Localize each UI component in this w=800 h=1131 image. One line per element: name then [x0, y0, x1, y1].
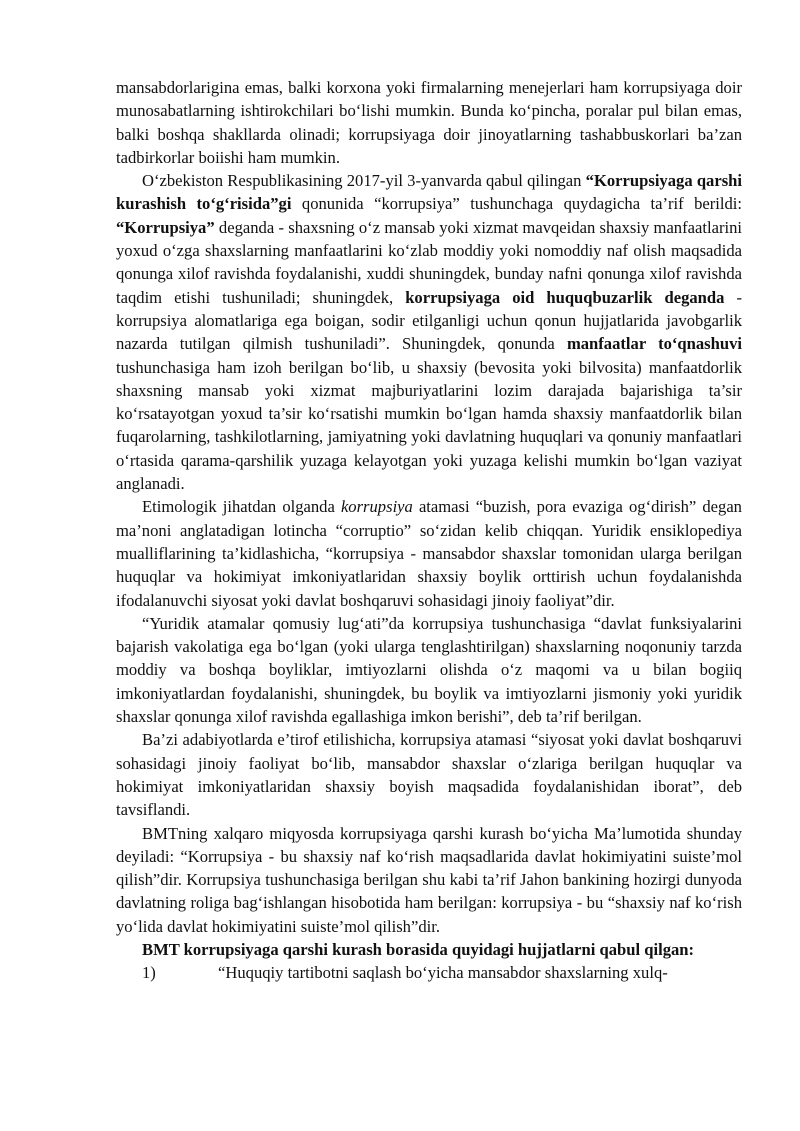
bold-term-korrupsiya: “Korrupsiya”	[116, 217, 215, 237]
list-item-text: “Huquqiy tartibotni saqlash bo‘yicha mansabdor shaxslarning xulq-	[218, 963, 668, 983]
bold-law-title: “Korrupsiyaga qarshi kurashish to‘g‘risida”gi	[116, 171, 743, 214]
bold-heading: BMT korrupsiyaga qarshi kurash borasida quyidagi hujjatlarni qabul qilgan:	[142, 939, 695, 959]
text-run: qonunida “korrupsiya” tushunchaga quydagicha ta’rif berildi:	[291, 194, 742, 214]
paragraph-etymology	[116, 495, 742, 611]
paragraph-literature: Ba’zi adabiyotlarda e’tirof etilishicha, korrupsiya atamasi “siyosat yoki davlat boshqaruvi sohasidagi jinoiy faoliyat bo‘lib, mansabdor shaxslar o‘zlariga berilgan huquqlar va hokimiyat imkoniyatlaridan shaxsiy boyish maqsadida foydalanishidan iborat”, deb tavsiflandi.	[116, 730, 742, 820]
italic-term-korrupsiya: korrupsiya	[340, 497, 413, 517]
text-run: atamasi “buzish, pora evaziga og‘dirish” degan ma’noni anglatadigan lotincha “corruptio” so‘zidan kelib chiqqan. Yuridik ensiklopediya mualliflarining ta’kidlashicha, “korrupsiya - mansabdor shaxslar tomonidan ularga berilgan huquqlar va hokimiyat imkoniyatlaridan shaxsiy boylik orttirish uchun foydalanishda ifodalanuvchi siyosat yoki davlat boshqaruvi sohasidagi jinoiy faoliyat”dir.	[116, 497, 742, 610]
paragraph-continuation: mansabdorlarigina emas, balki korxona yoki firmalarning menejerlari ham korrupsiyaga doir munosabatlarning ishtirokchilari bo‘lishi mumkin. Bunda ko‘pincha, poralar pul bilan emas, balki boshqa shakllarda olinadi; korrupsiyaga doir jinoyatlarning tashabbuskorlari ba’zan tadbirkorlar boiishi ham mumkin.	[116, 78, 742, 167]
text-run: - korrupsiya alomatlariga ega boigan, sodir etilganligi uchun qonun hujjatlarida javobgarlik nazarda tutilgan qilmish tushuniladi”. Shuningdek, qonunda	[116, 287, 742, 354]
document-page	[116, 76, 742, 985]
bold-term-offense: korrupsiyaga oid huquqbuzarlik deganda	[405, 287, 725, 307]
paragraph-un-information: BMTning xalqaro miqyosda korrupsiyaga qarshi kurash bo‘yicha Ma’lumotida shunday deyiladi: “Korrupsiya - bu shaxsiy naf ko‘rish maqsadlarida davlat hokimiyatini suiste’mol qilish”dir. Korrupsiya tushunchasiga berilgan shu kabi ta’rif Jahon bankining hozirgi dunyoda davlatning roliga bag‘ishlangan hisobotida ham berilgan: korrupsiya - bu “shaxsiy naf ko‘rish yo‘lida davlat hokimiyatini suiste’mol qilish”dir.	[116, 823, 742, 936]
text-run: O‘zbekiston Respublikasining 2017-yil 3-yanvarda qabul qilingan	[142, 171, 586, 191]
text-run: deganda - shaxsning o‘z mansab yoki xizmat mavqeidan shaxsiy manfaatlarini yoxud o‘zga shaxslarning manfaatlarini ko‘zlab moddiy yoki nomoddiy naf olish maqsadida qonunga xilof ravishda foydalanishi, xuddi shuningdek, bunday nafni qonunga xilof ravishda taqdim etishi tushuniladi; shuningdek,	[116, 217, 742, 307]
paragraph-un-documents-heading	[116, 938, 742, 961]
list-item-number: 1)	[142, 963, 156, 983]
text-run: tushunchasiga ham izoh berilgan bo‘lib, u shaxsiy (bevosita yoki bilvosita) manfaatdorlik shaxsning mansab yoki xizmat majburiyatlarini lozim darajada bajarishiga ta’sir ko‘rsatayotgan yoxud ta’sir ko‘rsatishi mumkin bo‘lgan hamda shaxsiy manfaatdorlik bilan fuqarolarning, tashkilotlarning, jamiyatning yoki davlatning huquqlari va qonuniy manfaatlari o‘rtasida qarama-qarshilik yuzaga kelayotgan yoki yuzaga kelishi mumkin bo‘lgan vaziyat anglanadi.	[116, 357, 742, 494]
bold-term-conflict-of-interest: manfaatlar to‘qnashuvi	[566, 334, 742, 354]
list-item	[116, 961, 742, 984]
text-run: Etimologik jihatdan olganda	[142, 497, 341, 517]
paragraph-legal-dictionary: “Yuridik atamalar qomusiy lug‘ati”da korrupsiya tushunchasiga “davlat funksiyalarini bajarish vakolatiga ega bo‘lgan (yoki ularga tenglashtirilgan) shaxslarning noqonuniy tarzda moddiy va boshqa boyliklar, imtiyozlarni olishda o‘z maqomi va u bilan bogiiq imkoniyatlardan foydalanishi, shuningdek, bu boylik va imtiyozlarni jismoniy yoki yuridik shaxslar qonunga xilof ravishda egallashiga imkon berishi”, deb ta’rif berilgan.	[116, 613, 742, 727]
paragraph-law-definition	[116, 169, 742, 495]
